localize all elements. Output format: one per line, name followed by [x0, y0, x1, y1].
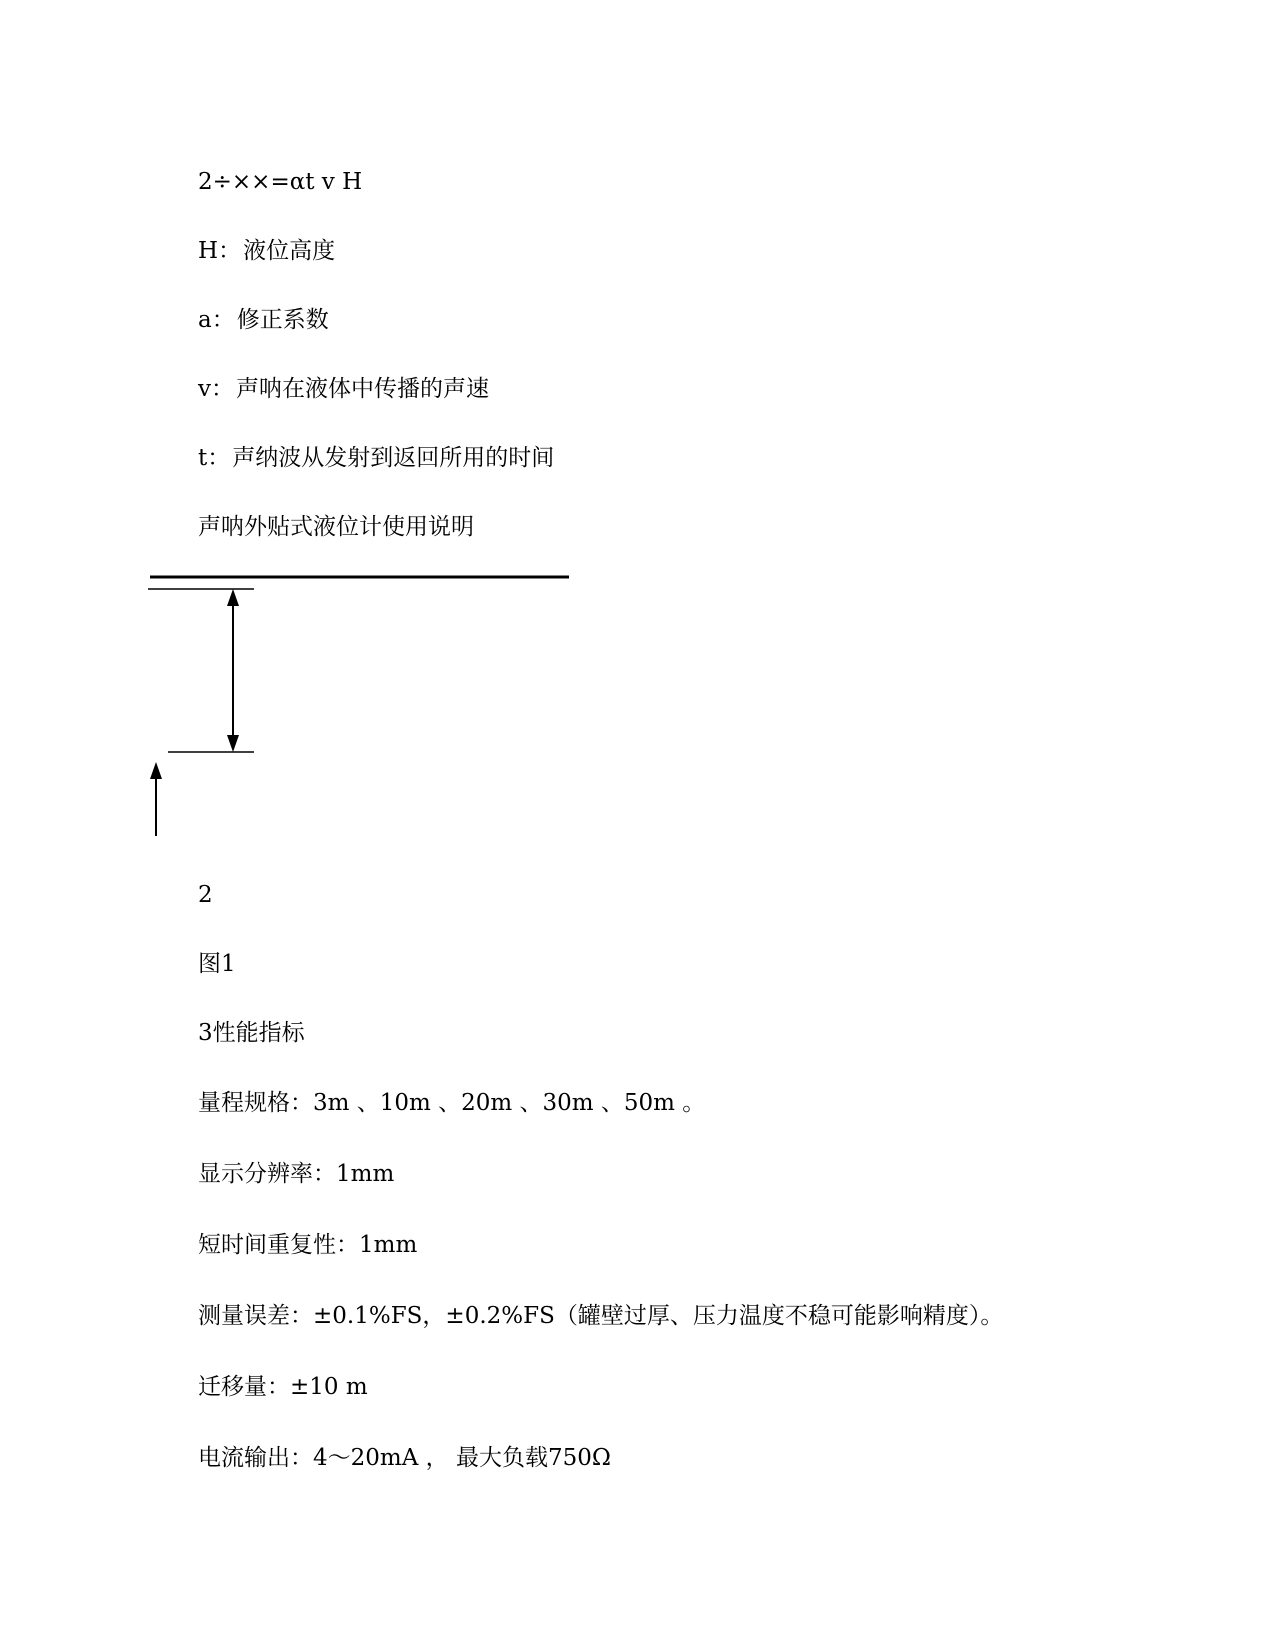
definition-desc: 声纳波从发射到返回所用的时间: [232, 445, 555, 471]
definition-desc: 修正系数: [236, 307, 329, 333]
definition-desc: 声呐在液体中传播的声速: [236, 376, 489, 402]
spec-repeatability: 短时间重复性：1mm: [198, 1232, 418, 1258]
spec-offset: 迁移量：±10 m: [198, 1374, 368, 1400]
spec-error: 测量误差：±0.1%FS，±0.2%FS（罐壁过厚、压力温度不稳可能影响精度）。: [198, 1303, 1004, 1329]
definition-symbol: H: [198, 238, 219, 264]
section-heading: 3性能指标: [198, 1020, 305, 1046]
definition-symbol: a: [198, 307, 212, 333]
definition-colon: ：: [211, 307, 237, 333]
definition-colon: ：: [211, 376, 236, 402]
sensor-arrow-head: [150, 762, 162, 779]
definition-desc: 液位高度: [243, 238, 336, 264]
definition-colon: ：: [207, 445, 233, 471]
spec-current-output: 电流输出：4～20mA ， 最大负载750Ω: [198, 1445, 611, 1471]
spec-range: 量程规格：3m 、10m 、20m 、30m 、50m 。: [198, 1090, 706, 1116]
dimension-arrow-down-head: [227, 735, 239, 752]
spec-resolution: 显示分辨率：1mm: [198, 1161, 395, 1187]
figure-number: 2: [198, 882, 213, 908]
definition-colon: ：: [218, 238, 244, 264]
figure-caption: 图1: [198, 951, 236, 977]
doc-title: 声呐外贴式液位计使用说明: [198, 514, 474, 540]
dimension-arrow-up-head: [227, 589, 239, 606]
definition-symbol: t: [198, 445, 208, 471]
definition-symbol: v: [198, 376, 211, 402]
formula: 2÷××=αt v H: [198, 169, 363, 195]
